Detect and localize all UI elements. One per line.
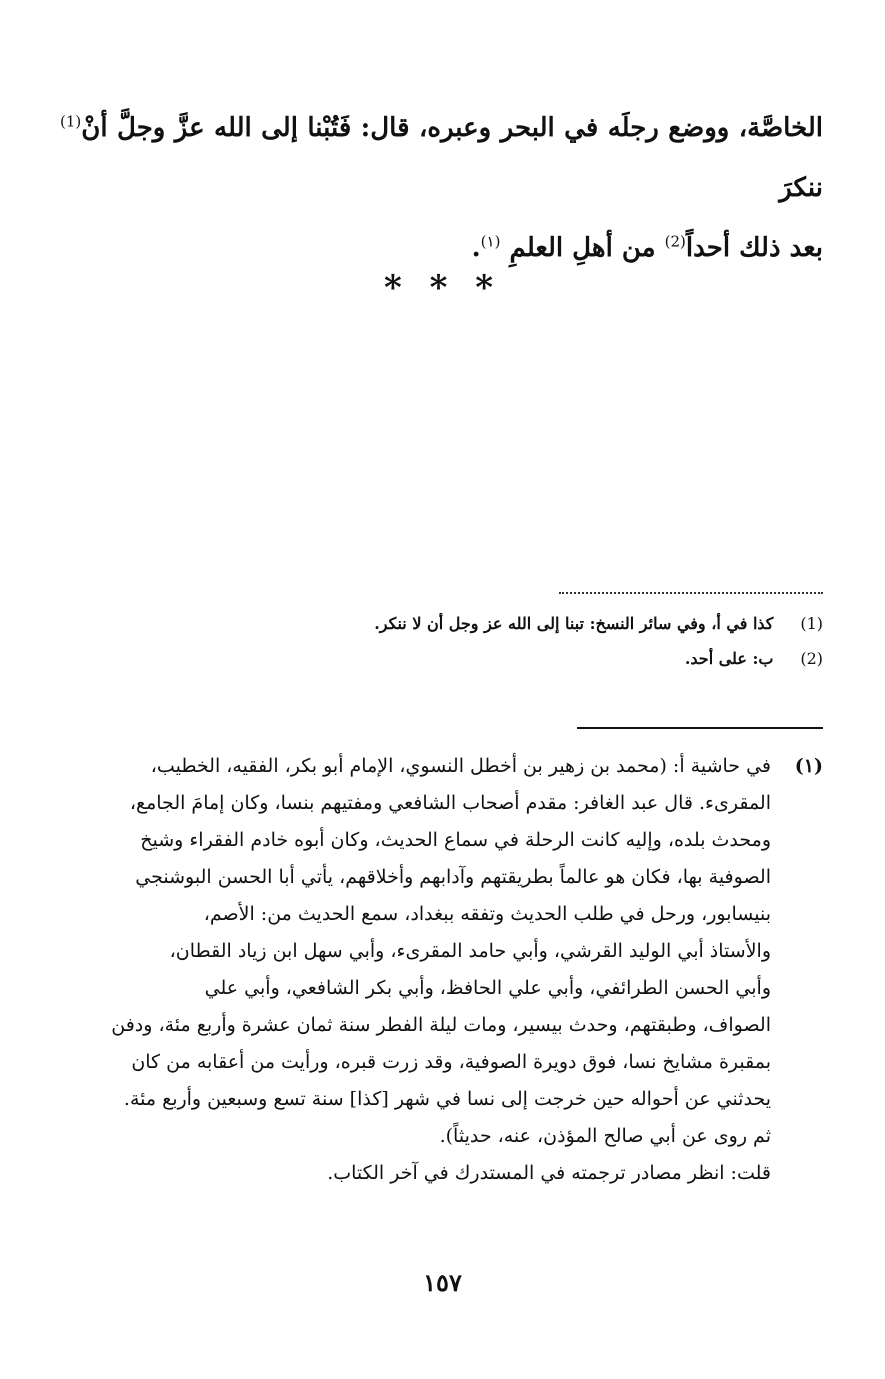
editor-footnote-line: بمقبرة مشايخ نسا، فوق دويرة الصوفية، وقد زرت قبره، ورأيت من أعقابه من كان: [131, 1051, 771, 1073]
editor-footnote-line: قلت: انظر مصادر ترجمته في المستدرك في آخر الكتاب.: [327, 1162, 771, 1184]
main-text-fragment: ننكرَ: [779, 173, 823, 203]
footnote-number: (1): [800, 614, 823, 633]
variant-footnotes: [60, 606, 823, 676]
main-text-fragment: من أهلِ العلمِ: [509, 233, 665, 263]
footnote-ref-2[interactable]: (2): [664, 232, 686, 251]
editor-footnote-line: ثم روى عن أبي صالح المؤذن، عنه، حديثاً).: [439, 1125, 771, 1147]
editor-footnote-line: في حاشية أ: (محمد بن زهير بن أخطل النسوي، الإمام أبو بكر، الفقيه، الخطيب،: [150, 755, 771, 777]
footnote-divider-dotted: [559, 592, 823, 594]
page-number: ١٥٧: [423, 1268, 462, 1297]
main-text-fragment: بعد ذلك أحداً: [685, 233, 823, 263]
main-text-fragment: الخاصَّة، ووضع رجلَه في البحر وعبره، قال: فَتُبْنا إلى الله عزَّ وجلَّ أنْ: [81, 113, 823, 143]
editor-footnote-line: المقرىء. قال عبد الغافر: مقدم أصحاب الشافعي ومفتيهم بنسا، وكان إمامَ الجامع،: [129, 792, 771, 814]
main-text: [60, 98, 823, 278]
editor-footnote-line: والأستاذ أبي الوليد القرشي، وأبي حامد المقرىء، وأبي سهل ابن زياد القطان،: [169, 940, 771, 962]
variant-footnote-1: [60, 606, 823, 641]
footnote-ref-1[interactable]: (1): [60, 112, 82, 131]
main-text-fragment: .: [471, 233, 481, 263]
editor-footnote-line: وأبي الحسن الطرائفي، وأبي علي الحافظ، وأبي بكر الشافعي، وأبي علي: [204, 977, 771, 999]
footnote-number: (2): [800, 649, 823, 668]
editor-footnote: [80, 748, 823, 1192]
section-separator: * * *: [383, 268, 501, 308]
editor-footnote-line: بنيسابور، ورحل في طلب الحديث وتفقه ببغداد، سمع الحديث من: الأصم،: [203, 903, 771, 925]
editor-footnote-number: (١): [794, 755, 823, 777]
footnote-divider-solid: [577, 727, 823, 729]
editor-footnote-line: الصواف، وطبقتهم، وحدث بيسير، ومات ليلة الفطر سنة ثمان عشرة وأربع مئة، ودفن: [111, 1014, 771, 1036]
editor-footnote-ref-1[interactable]: (١): [480, 232, 501, 251]
editor-footnote-line: يحدثني عن أحواله حين خرجت إلى نسا في شهر [كذا] سنة تسع وسبعين وأربع مئة.: [123, 1088, 771, 1110]
editor-footnote-line: ومحدث بلده، وإليه كانت الرحلة في سماع الحديث، وكان أبوه خادم الفقراء وشيخ: [140, 829, 771, 851]
editor-footnote-line: الصوفية بها، فكان هو عالماً بطريقتهم وآدابهم وأخلاقهم، يأتي أبا الحسن البوشنجي: [135, 866, 771, 888]
editor-footnote-body: [80, 748, 771, 1192]
variant-footnote-2: [60, 641, 823, 676]
footnote-text: ب: على أحد.: [684, 649, 774, 668]
footnote-text: كذا في أ، وفي سائر النسخ: تبنا إلى الله عز وجل أن لا ننكر.: [374, 614, 774, 633]
main-text-line-1: [60, 98, 823, 218]
